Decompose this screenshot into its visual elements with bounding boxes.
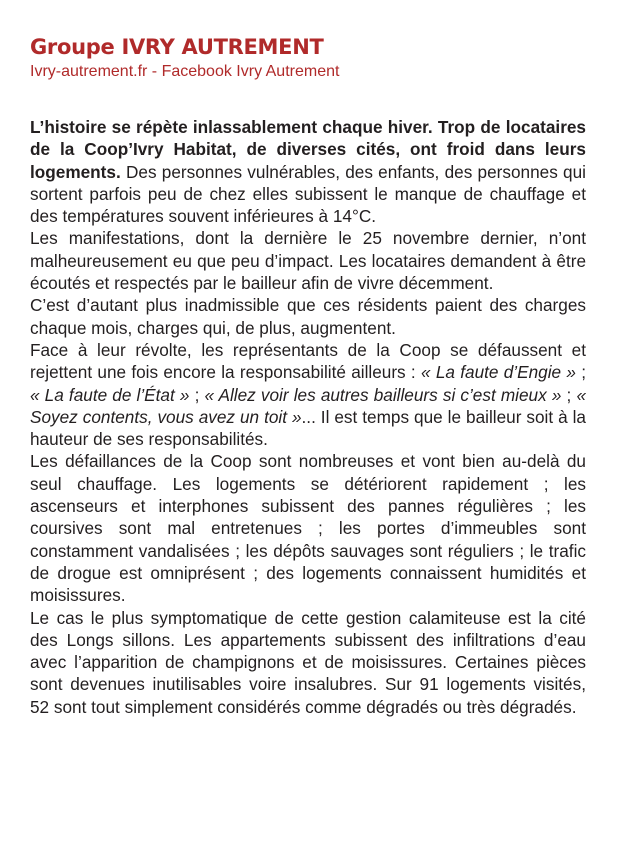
quote-toit: « Soyez contents, vous avez un toit » xyxy=(30,384,586,427)
paragraph-3: C’est d’autant plus inadmissible que ces résidents paient des charges chaque mois, charges qui, de plus, augmentent. xyxy=(30,295,586,338)
paragraph-1 xyxy=(30,116,586,227)
quote-autres-bailleurs: « Allez voir les autres bailleurs si c’est mieux » xyxy=(204,384,562,405)
quote-engie: « La faute d’Engie » xyxy=(421,362,576,383)
paragraph-5: Les défaillances de la Coop sont nombreuses et vont bien au-delà du seul chauffage. Les logements se détériorent rapidement ; les ascenseurs et interphones subissent des pannes régulières ; les coursives sont mal entretenues ; les portes d’immeubles sont constamment vandalisées ; les dépôts sauvages sont réguliers ; le trafic de drogue est omniprésent ; des logements connaissent humidités et moisissures. xyxy=(30,451,586,606)
paragraph-4-start: Face à leur révolte, les représentants de la Coop se défaussent et rejettent une fois encore la responsabilité ailleurs : xyxy=(30,339,586,383)
group-title: Groupe IVRY AUTREMENT xyxy=(30,35,324,59)
paragraph-4 xyxy=(30,339,586,450)
article-body xyxy=(30,116,586,718)
separator: ; xyxy=(189,384,205,405)
tribune-page xyxy=(30,34,586,718)
paragraph-2: Les manifestations, dont la dernière le 25 novembre dernier, n’ont malheureusement eu que peu d’impact. Les locataires demandent à être écoutés et respectés par le bailleur afin de vivre décemment. xyxy=(30,228,586,294)
separator: ; xyxy=(575,362,586,383)
paragraph-6: Le cas le plus symptomatique de cette gestion calamiteuse est la cité des Longs sillons. Les appartements subissent des infiltrations d’eau avec l’apparition de champignons et de moisissures. Certaines pièces sont devenues inutilisables voire insalubres. Sur 91 logements visités, 52 sont tout simplement considérés comme dégradés ou très dégradés. xyxy=(30,607,586,717)
separator: ; xyxy=(561,384,577,405)
paragraph-4-end: ... Il est temps que le bailleur soit à la hauteur de ses responsabilités. xyxy=(30,406,586,450)
paragraph-1-rest: Des personnes vulnérables, des enfants, des personnes qui sortent parfois peu de chez elles subissent le manque de chauffage et des températures souvent inférieures à 14°C. xyxy=(30,161,586,227)
quote-etat: « La faute de l’État » xyxy=(30,384,190,405)
group-links: Ivry-autrement.fr - Facebook Ivry Autrement xyxy=(30,63,340,80)
lead-sentence: L’histoire se répète inlassablement chaque hiver. Trop de locataires de la Coop’Ivry Habitat, de diverses cités, ont froid dans leurs logements. xyxy=(30,117,586,182)
